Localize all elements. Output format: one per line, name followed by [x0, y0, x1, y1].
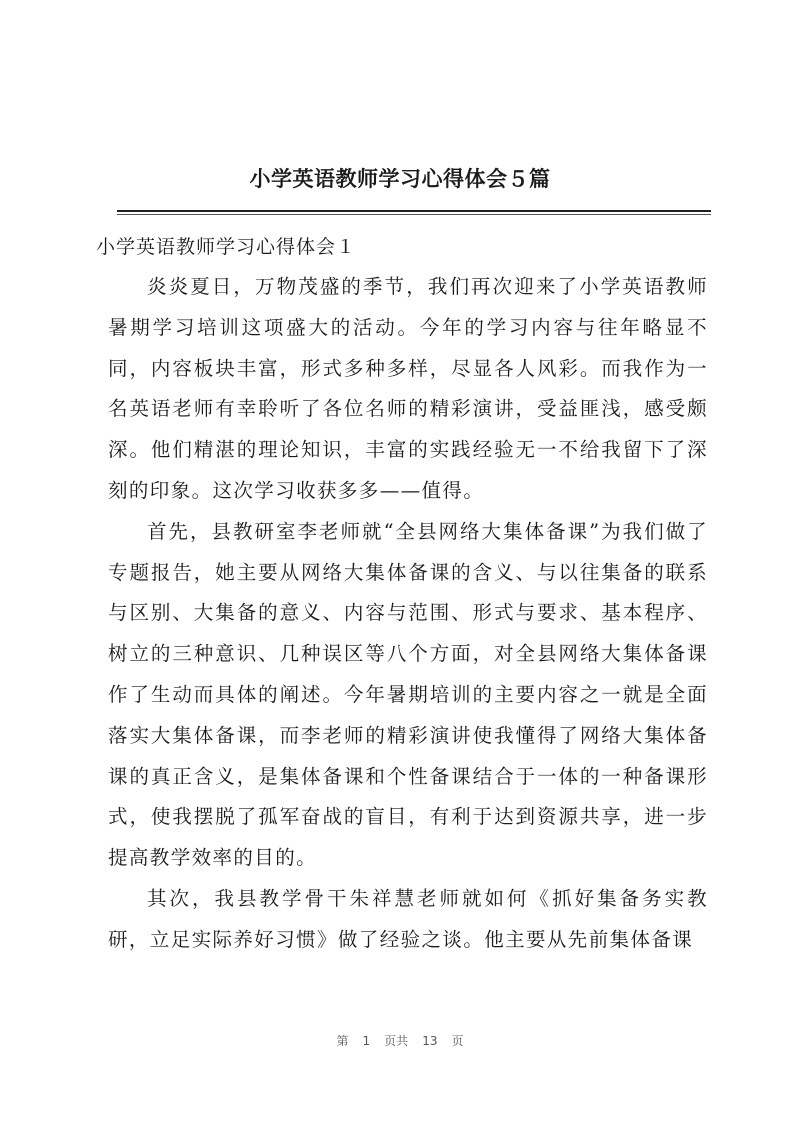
footer-total-pages: 13	[422, 1034, 438, 1048]
footer-current-page: 1	[362, 1034, 371, 1048]
footer-label-end: 页	[451, 1034, 464, 1048]
paragraph: 首先，县教研室李老师就“全县网络大集体备课”为我们做了专题报告，她主要从网络大集体备课的含义、与以往集备的联系与区别、大集备的意义、内容与范围、形式与要求、基本程序、树立的三种意识、几种误区等八个方面，对全县网络大集体备课作了生动而具体的阐述。今年暑期培训的主要内容之一就是全面落实大集体备课，而李老师的精彩演讲使我懂得了网络大集体备课的真正含义，是集体备课和个性备课结合于一体的一种备课形式，使我摆脱了孤军奋战的盲目，有利于达到资源共享，进一步提高教学效率的目的。	[108, 519, 708, 870]
section-heading: 小学英语教师学习心得体会１	[96, 236, 357, 258]
page-footer	[0, 1032, 800, 1049]
paragraph: 炎炎夏日，万物茂盛的季节，我们再次迎来了小学英语教师暑期学习培训这项盛大的活动。今年的学习内容与往年略显不同，内容板块丰富，形式多种多样，尽显各人风彩。而我作为一名英语老师有幸聆听了各位名师的精彩演讲，受益匪浅，感受颇深。他们精湛的理论知识，丰富的实践经验无一不给我留下了深刻的印象。这次学习收获多多——值得。	[108, 275, 708, 502]
footer-label-of: 页共	[384, 1034, 409, 1048]
title-divider	[117, 210, 711, 212]
paragraph: 其次，我县教学骨干朱祥慧老师就如何《抓好集备务实教研，立足实际养好习惯》做了经验之谈。他主要从先前集体备课	[108, 886, 708, 951]
title-divider-thin	[117, 214, 711, 215]
footer-label-page: 第	[336, 1034, 349, 1048]
document-title: 小学英语教师学习心得体会５篇	[249, 166, 551, 191]
document-body	[108, 267, 708, 961]
